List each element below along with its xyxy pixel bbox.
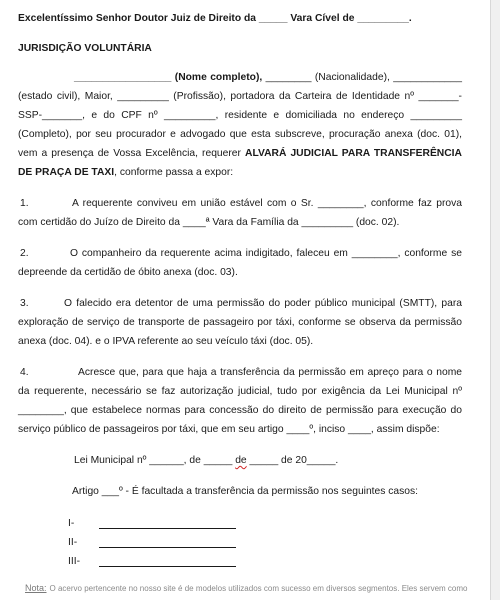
fill-in-blank-line (99, 515, 236, 529)
law-citation-part-2: _____ de 20_____. (246, 455, 339, 466)
intro-text-2: , conforme passa a expor: (114, 167, 234, 178)
paragraph-number: 1. (20, 198, 29, 209)
paragraph-item-1 (18, 194, 462, 232)
document-subtitle: JURISDIÇÃO VOLUNTÁRIA (18, 43, 152, 54)
footnote (25, 583, 485, 593)
scrollbar[interactable] (491, 0, 500, 600)
document-body (18, 9, 462, 571)
law-citation-part-1: Lei Municipal nº ______, de _____ (74, 455, 236, 466)
list-item (68, 514, 462, 533)
list-item-numeral: I- (68, 518, 75, 529)
roman-list (18, 514, 462, 571)
spellcheck-word: de (235, 455, 247, 466)
intro-text-1: ________ (Nacionalidade), ____________ (estado civil), Maior, _________ (Profissão), portadora da Carteira de Identidade nº _______-SSP-_______, e do CPF nº _________, residente e domiciliada no endereço _________ (Completo), por seu procurador e advogado que esta subscreve, procuração anexa (doc. 01), vem a presença de Vossa Excelência, requerer (18, 72, 462, 159)
list-item (68, 552, 462, 571)
list-item-numeral: II- (68, 537, 78, 548)
intro-paragraph (18, 68, 462, 182)
intro-name-blank: _________________ (74, 72, 172, 83)
paragraph-text: O companheiro da requerente acima indigitado, faleceu em ________, conforme se depreende da certidão de óbito anexa (doc. 03). (18, 248, 462, 278)
list-item (68, 533, 462, 552)
article-text: Artigo ___º - É facultada a transferência da permissão nos seguintes casos: (72, 486, 419, 497)
paragraph-item-2 (18, 244, 462, 282)
paragraph-item-4 (18, 363, 462, 439)
paragraph-text: A requerente conviveu em união estável com o Sr. ________, conforme faz prova com certidão do Juízo de Direito da ____ª Vara da Família da _________ (doc. 02). (18, 198, 462, 228)
paragraph-number: 4. (20, 367, 29, 378)
footnote-text: O acervo pertencente no nosso site é de modelos utilizados com sucesso em diversos segmentos. Eles servem como (49, 584, 468, 593)
paragraph-text: Acresce que, para que haja a transferência da permissão em apreço para o nome da requerente, necessário se faz autorização judicial, tudo por exigência da Lei Municipal nº ________, que estabelece normas para concessão do direito de permissão para execução do serviço público de passageiros por táxi, que em seu artigo ____º, inciso ____, assim dispõe: (18, 367, 462, 435)
paragraph-item-3 (18, 294, 462, 351)
paragraph-number: 3. (20, 298, 29, 309)
list-item-numeral: III- (68, 556, 81, 567)
paragraph-text: O falecido era detentor de uma permissão do poder público municipal (SMTT), para exploração de serviço de transporte de passageiro por táxi, conforme se observa da permissão anexa (doc. 04). e o IPVA referente ao seu veículo táxi (doc. 05). (18, 298, 462, 347)
fill-in-blank-line (99, 534, 236, 548)
law-citation (18, 451, 462, 470)
footnote-label: Nota: (25, 583, 47, 593)
document-title: Excelentíssimo Senhor Doutor Juiz de Direito da _____ Vara Cível de _________. (18, 13, 412, 24)
fill-in-blank-line (99, 553, 236, 567)
intro-name-label: (Nome completo), (174, 72, 263, 83)
intro-bold-request: ALVARÁ JUDICIAL PARA TRANSFERÊNCIA DE PRAÇA DE TAXI (18, 148, 462, 178)
paragraph-number: 2. (20, 248, 29, 259)
